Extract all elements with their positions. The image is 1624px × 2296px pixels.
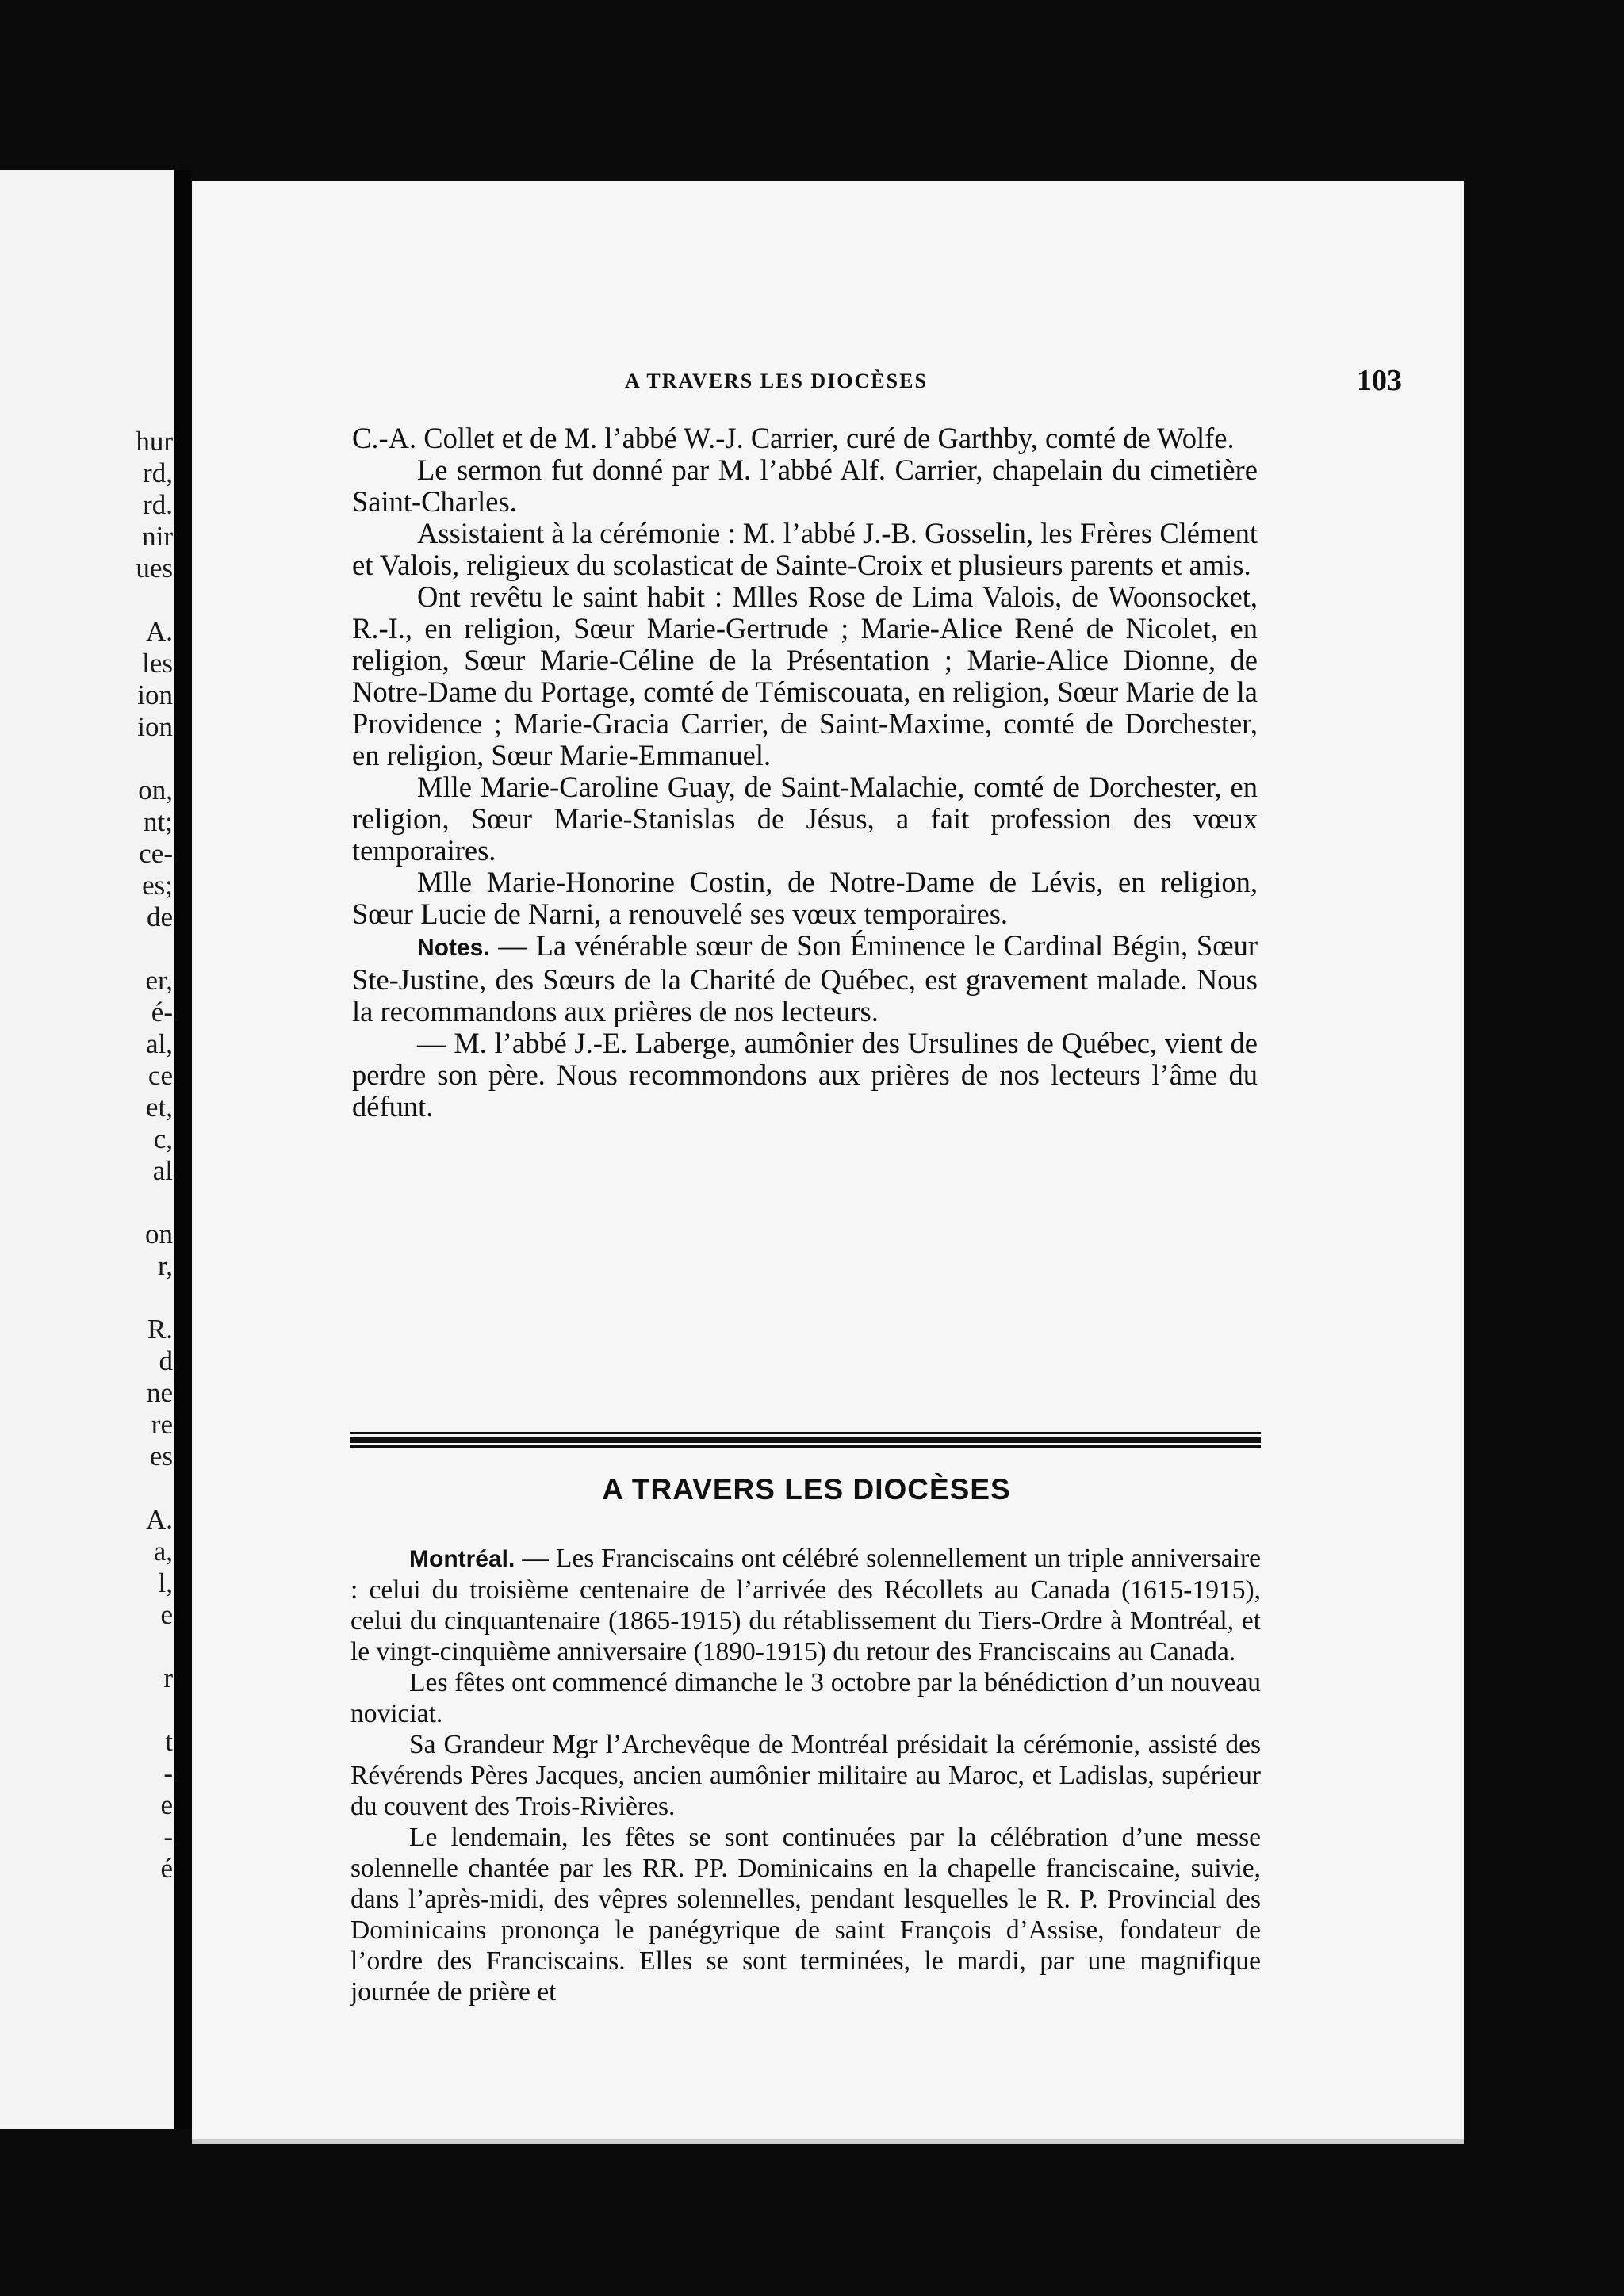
left-fragment: e — [160, 1599, 173, 1630]
paragraph: Les fêtes ont commencé dimanche le 3 octobre par la bénédiction d’un nouveau noviciat. — [350, 1668, 1261, 1728]
previous-page-edge — [0, 170, 174, 2129]
left-fragment: - — [163, 1758, 173, 1789]
montreal-lead: Montréal. — [409, 1546, 515, 1572]
left-fragment: et, — [145, 1092, 173, 1123]
page-number: 103 — [1357, 364, 1402, 397]
left-fragment: hur — [136, 426, 173, 457]
notes-paragraph — [352, 930, 1258, 1027]
left-fragment: es — [149, 1441, 173, 1471]
left-fragment: nt; — [144, 806, 173, 837]
left-fragment: les — [142, 648, 173, 679]
paragraph: Mlle Marie-Caroline Guay, de Saint-Malachie, comté de Dorchester, en religion, Sœur Marie-Stanislas de Jésus, a fait profession des vœux temporaires. — [352, 771, 1258, 867]
left-fragment: rd, — [143, 457, 173, 488]
paragraph: Le lendemain, les fêtes se sont continuées par la célébration d’une messe solennelle chantée par les RR. PP. Dominicains en la chapelle franciscaine, suivie, dans l’après-midi, des vêpres solennelles, pendant lesquelles le R. P. Provincial des Dominicains prononça le panégyrique de saint François d’Assise, fondateur de l’ordre des Franciscains. Elles se sont terminées, le mardi, par une magnifique journée de prière et — [350, 1823, 1261, 2007]
left-fragment: A. — [145, 1504, 173, 1535]
running-title: A TRAVERS LES DIOCÈSES — [625, 369, 928, 392]
left-fragment: r, — [157, 1250, 173, 1281]
montreal-text: — Les Franciscains ont célébré solennellement un triple anniversaire : celui du troisième centenaire de l’arrivée des Récollets au Canada (1615-1915), celui du cinquantenaire (1865-1915) du rétablissement du Tiers-Ordre à Montréal, et le vingt-cinquième anniversaire (1890-1915) du retour des Franciscains au Canada. — [350, 1544, 1261, 1667]
notes-lead: Notes. — [417, 935, 490, 961]
section-divider — [350, 1432, 1261, 1448]
left-fragment: de — [146, 901, 173, 932]
left-fragment: nir — [142, 521, 173, 552]
left-fragment: é- — [151, 997, 173, 1027]
document-page — [192, 181, 1464, 2144]
montreal-paragraph — [350, 1543, 1261, 1667]
left-fragment: - — [163, 1821, 173, 1852]
body-text — [352, 423, 1258, 1123]
running-head — [192, 363, 1464, 403]
paragraph: Ont revêtu le saint habit : Mlles Rose de Lima Valois, de Woonsocket, R.-I., en religion, Sœur Marie-Gertrude ; Marie-Alice René de Nicolet, en religion, Sœur Marie-Céline de la Présentation ; Marie-Alice Dionne, de Notre-Dame du Portage, comté de Témiscouata, en religion, Sœur Marie de la Providence ; Marie-Gracia Carrier, de Saint-Maxime, comté de Dorchester, en religion, Sœur Marie-Emmanuel. — [352, 580, 1258, 771]
paragraph: Assistaient à la cérémonie : M. l’abbé J.-B. Gosselin, les Frères Clément et Valois, religieux du scolasticat de Sainte-Croix et plusieurs parents et amis. — [352, 517, 1258, 581]
left-fragment: c, — [153, 1123, 173, 1154]
left-fragment: al — [152, 1155, 173, 1186]
section-body — [350, 1543, 1261, 2007]
left-fragment: er, — [145, 965, 173, 996]
paragraph: — M. l’abbé J.-E. Laberge, aumônier des Ursulines de Québec, vient de perdre son père. Nous recommondons aux prières de nos lecteurs l’âme du défunt. — [352, 1027, 1258, 1123]
left-fragment: ion — [137, 679, 173, 710]
left-fragment: R. — [147, 1314, 173, 1345]
left-fragment: l, — [158, 1567, 173, 1598]
left-fragment: al, — [145, 1028, 173, 1059]
section-heading: A TRAVERS LES DIOCÈSES — [602, 1473, 1011, 1506]
paragraph: Le sermon fut donné par M. l’abbé Alf. Carrier, chapelain du cimetière Saint-Charles. — [352, 453, 1258, 518]
left-fragment: ion — [137, 711, 173, 742]
left-fragment: d — [159, 1345, 173, 1376]
notes-text: — La vénérable sœur de Son Éminence le Cardinal Bégin, Sœur Ste-Justine, des Sœurs de la Charité de Québec, est gravement malade. Nous la recommandons aux prières de nos lecteurs. — [352, 929, 1258, 1027]
left-fragment: ce- — [139, 838, 173, 869]
left-fragment: r — [163, 1663, 173, 1693]
left-fragment: es; — [142, 870, 173, 901]
left-fragment: on, — [138, 775, 173, 806]
left-fragment: ne — [146, 1377, 173, 1408]
left-fragment: A. — [145, 616, 173, 647]
left-fragment: rd. — [143, 489, 173, 520]
left-fragment: é — [160, 1853, 173, 1884]
left-fragment: t — [165, 1726, 173, 1757]
page-gutter — [174, 170, 192, 2129]
left-fragment: on — [145, 1219, 173, 1249]
left-fragment: re — [151, 1409, 173, 1440]
paragraph: C.-A. Collet et de M. l’abbé W.-J. Carrier, curé de Garthby, comté de Wolfe. — [352, 422, 1235, 454]
paragraph: Mlle Marie-Honorine Costin, de Notre-Dame de Lévis, en religion, Sœur Lucie de Narni, a renouvelé ses vœux temporaires. — [352, 866, 1258, 930]
left-fragment: ce — [147, 1060, 173, 1091]
left-fragment: ues — [136, 553, 173, 584]
paragraph: Sa Grandeur Mgr l’Archevêque de Montréal présidait la cérémonie, assisté des Révérends Pères Jacques, ancien aumônier militaire au Maroc, et Ladislas, supérieur du couvent des Trois-Rivières. — [350, 1730, 1261, 1821]
left-fragment: a, — [153, 1536, 173, 1567]
left-fragment: e — [160, 1789, 173, 1820]
